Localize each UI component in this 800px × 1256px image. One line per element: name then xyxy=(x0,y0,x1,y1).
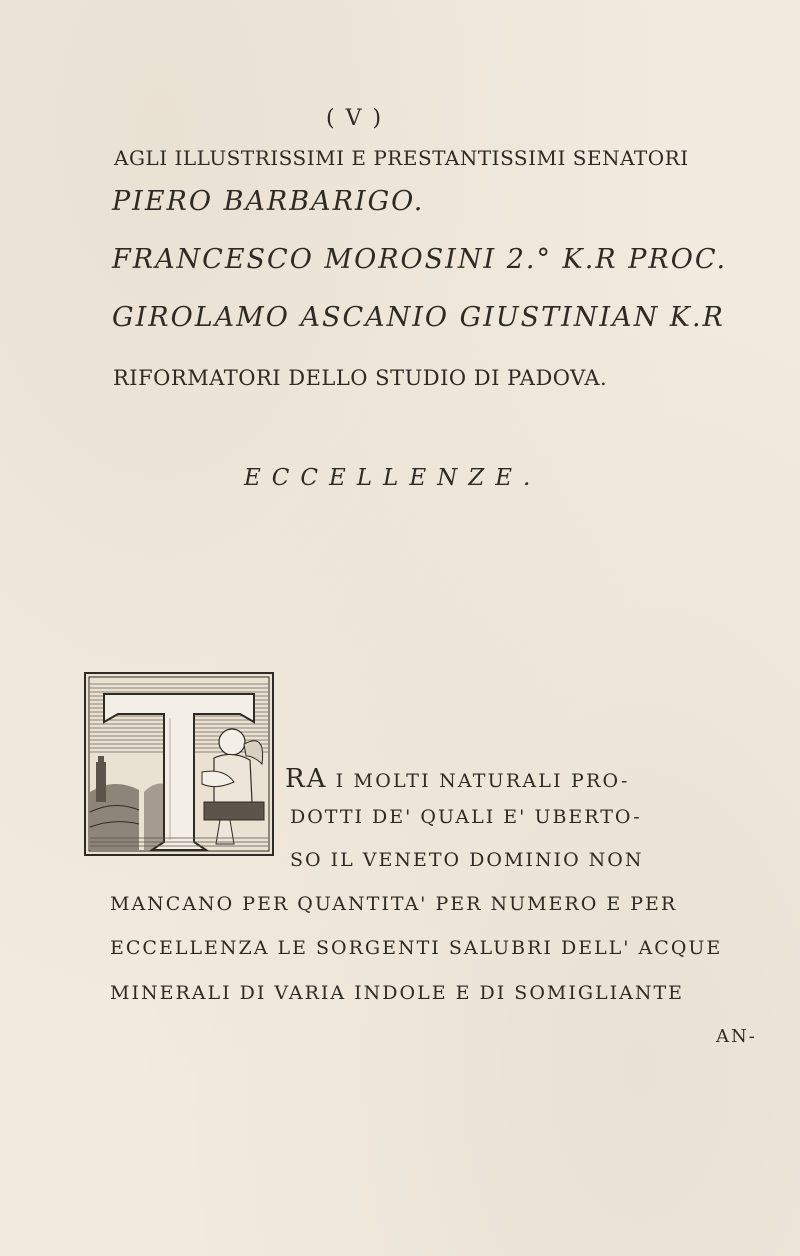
senator-name-1: PIERO BARBARIGO. xyxy=(112,186,425,217)
decorated-initial-t-icon xyxy=(84,672,274,856)
body-line-6: MINERALI DI VARIA INDOLE E DI SOMIGLIANTE xyxy=(110,982,685,1004)
body-line-1-text: I MOLTI NATURALI PRO- xyxy=(335,770,630,792)
senator-name-3: GIROLAMO ASCANIO GIUSTINIAN K.R xyxy=(112,302,725,333)
catchword: AN- xyxy=(716,1026,757,1047)
salutation: ECCELLENZE. xyxy=(244,465,542,491)
senator-name-2: FRANCESCO MOROSINI 2.° K.R PROC. xyxy=(112,244,728,275)
dedication-heading: AGLI ILLUSTRISSIMI E PRESTANTISSIMI SENATORI xyxy=(114,146,689,170)
body-line-4: MANCANO PER QUANTITA' PER NUMERO E PER xyxy=(110,893,678,915)
body-line-5: ECCELLENZA LE SORGENTI SALUBRI DELL' ACQUE xyxy=(110,937,723,959)
office-title: RIFORMATORI DELLO STUDIO DI PADOVA. xyxy=(113,366,608,390)
page-number: ( V ) xyxy=(326,106,384,131)
body-line-2: DOTTI DE' QUALI E' UBERTO- xyxy=(290,806,642,828)
initial-continuation: RA xyxy=(285,764,328,794)
body-line-1 xyxy=(285,764,630,794)
body-line-3: SO IL VENETO DOMINIO NON xyxy=(290,849,644,871)
